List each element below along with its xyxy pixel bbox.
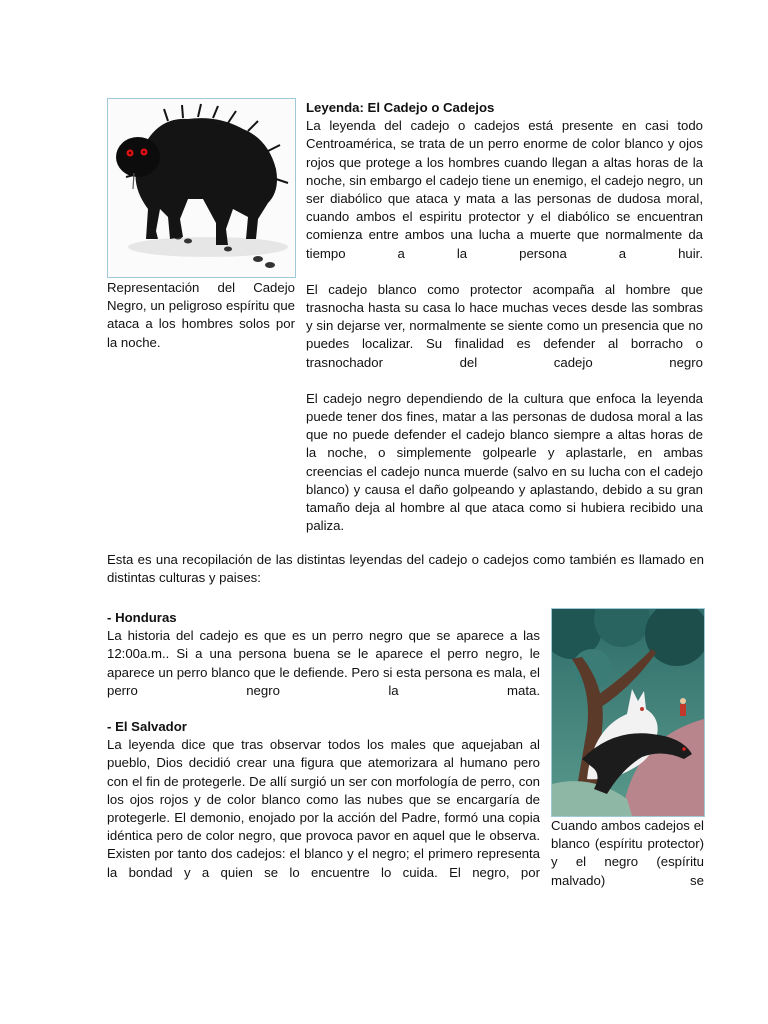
article-paragraph-2: El cadejo blanco como protector acompaña al hombre que trasnocha hasta su casa lo hace muchas veces desde las sombras y sin dejarse ver, normalmente se siente como un presencia que no puedes localizar. Su finalidad es defender al borracho o trasnochador del cadejo negro: [306, 281, 703, 370]
sections-column: [107, 609, 540, 882]
intro-paragraph: Esta es una recopilación de las distintas leyendas del cadejo o cadejos como también es llamado en distintas culturas y paises:: [107, 552, 704, 586]
heading-text: Honduras: [115, 610, 177, 625]
el-salvador-text: La leyenda dice que tras observar todos los males que aquejaban al pueblo, Dios decidió crear una figura que atemorizara al humano pero con el fin de protegerle. De allí surgió un ser con morfología de perro, con los ojos rojos y de color blanco como las nubes que se encargaría de protegerle. El demonio, enojado por la acción del Padre, formó una copia idéntica pero de color negro, que provoca pavor en aquel que le observa. Existen por tanto dos cadejos: el blanco y el negro; el primero representa la bondad y a quien se lo encuentre lo cuida. El negro, por: [107, 737, 540, 880]
heading-text: El Salvador: [115, 719, 187, 735]
article-paragraph-1: La leyenda del cadejo o cadejos está presente en casi todo Centroamérica, se trata de un perro enorme de color blanco y ojos rojos que protege a los hombres cuando llegan a altas horas de la noche, sin embargo el cadejo tiene un enemigo, el cadejo negro, un ser diabólico que ataca y mata a las personas de dudosa moral, cuando ambos el espiritu protector y el diabólico se encuentran comienza entre ambos una lucha a muerte que normalmente da tiempo a la persona a huir.: [306, 118, 703, 261]
heading-dash: -: [107, 610, 116, 625]
honduras-text: La historia del cadejo es que es un perro negro que se aparece a las 12:00a.m.. Si a una persona buena se le aparece el perro negro, le aparece un perro blanco que le defiende. Pero si esta persona es mala, el perro negro la mata.: [107, 628, 540, 698]
article-column: [306, 99, 703, 535]
cadejos-painting: [552, 609, 704, 816]
heading-honduras: [107, 609, 540, 627]
cadejos-fight-illustration: [551, 608, 705, 817]
article-title: Leyenda: El Cadejo o Cadejos: [306, 100, 495, 115]
figure-caption-cadejos: Cuando ambos cadejos el blanco (espíritu protector) y el negro (espíritu malvado) se: [551, 818, 704, 888]
heading-dash: -: [107, 719, 116, 735]
heading-el-salvador: [107, 718, 540, 736]
figure-caption-black-dog: Representación del Cadejo Negro, un peligroso espíritu que ataca a los hombres solos por la noche.: [107, 280, 295, 350]
article-paragraph-3: El cadejo negro dependiendo de la cultura que enfoca la leyenda puede tener dos fines, matar a las personas de dudosa moral a las que no puede defender el cadejo blanco siempre a altas horas de la noche, o simplemente golpearle y aplastarle, en ambas creencias el cadejo nunca muerde (salvo en su lucha con el cadejo blanco) y causa el daño golpeando y aplastando, debido a su gran tamaño deja al hombre al que ataca como si hubiera recibido una paliza.: [306, 390, 703, 534]
black-dog-drawing: [108, 99, 295, 277]
black-dog-illustration: [107, 98, 296, 278]
